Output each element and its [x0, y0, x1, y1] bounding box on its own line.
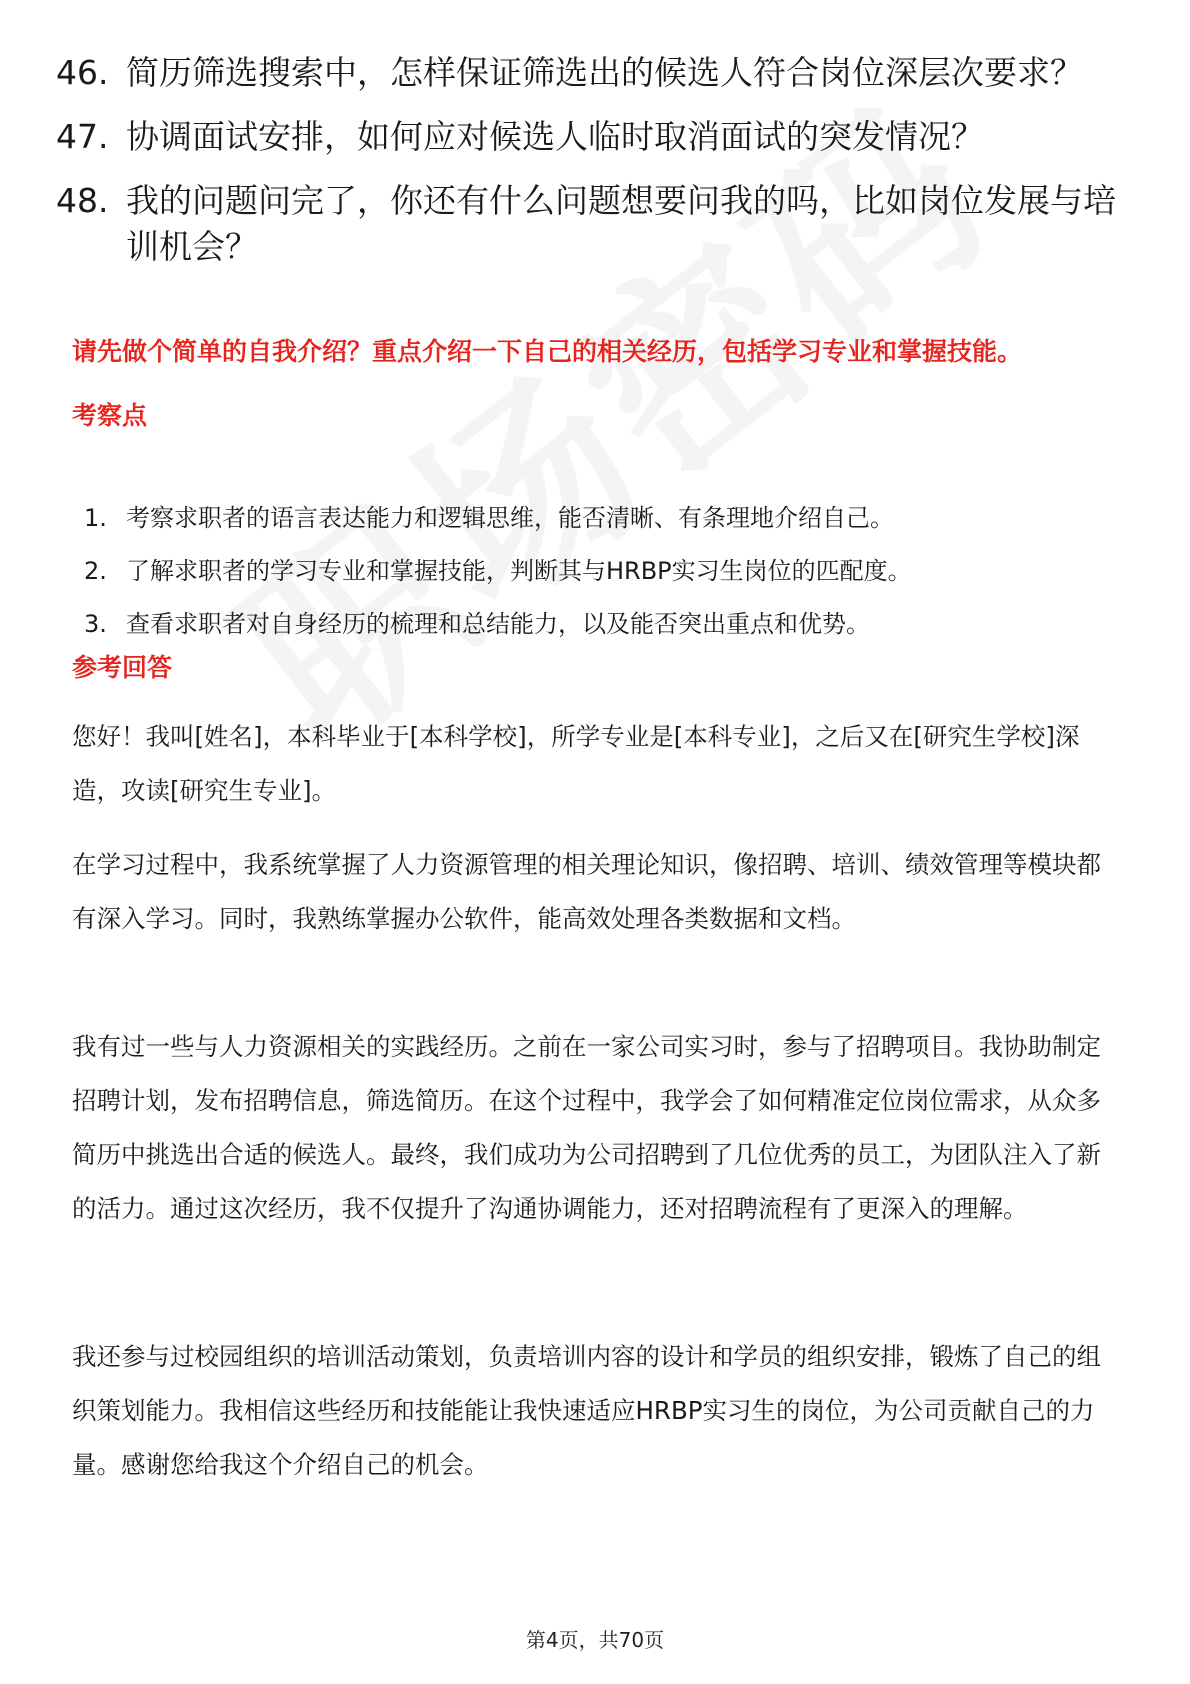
point-number: 1.	[84, 504, 107, 532]
examine-point	[84, 553, 1124, 589]
question-list	[56, 50, 1116, 288]
question-item	[56, 50, 1116, 96]
main-question-heading: 请先做个简单的自我介绍？重点介绍一下自己的相关经历，包括学习专业和掌握技能。	[72, 337, 1023, 366]
question-text: 协调面试安排，如何应对候选人临时取消面试的突发情况？	[126, 117, 984, 156]
question-item	[56, 114, 1116, 160]
question-number: 48.	[56, 181, 109, 220]
page-footer: 第4页，共70页	[525, 1628, 665, 1652]
examine-point	[84, 606, 1124, 642]
point-number: 3.	[84, 610, 107, 638]
examine-point	[84, 500, 1124, 536]
point-text: 了解求职者的学习专业和掌握技能，判断其与HRBP实习生岗位的匹配度。	[126, 557, 912, 585]
examine-points-list	[84, 500, 1124, 659]
question-number: 46.	[56, 53, 109, 92]
question-text: 我的问题问完了，你还有什么问题想要问我的吗，比如岗位发展与培训机会？	[126, 181, 1116, 266]
examine-points-heading: 考察点	[72, 401, 148, 430]
answer-paragraph: 我还参与过校园组织的培训活动策划，负责培训内容的设计和学员的组织安排，锻炼了自己的组织策划能力。我相信这些经历和技能能让我快速适应HRBP实习生的岗位，为公司贡献自己的力量。感谢您给我这个介绍自己的机会。	[72, 1342, 1101, 1479]
question-number: 47.	[56, 117, 109, 156]
point-text: 考察求职者的语言表达能力和逻辑思维，能否清晰、有条理地介绍自己。	[126, 504, 894, 532]
answer-heading: 参考回答	[72, 653, 173, 682]
point-number: 2.	[84, 557, 107, 585]
answer-paragraph: 我有过一些与人力资源相关的实践经历。之前在一家公司实习时，参与了招聘项目。我协助制定招聘计划，发布招聘信息，筛选简历。在这个过程中，我学会了如何精准定位岗位需求，从众多简历中挑选出合适的候选人。最终，我们成功为公司招聘到了几位优秀的员工，为团队注入了新的活力。通过这次经历，我不仅提升了沟通协调能力，还对招聘流程有了更深入的理解。	[72, 1032, 1101, 1223]
question-text: 简历筛选搜索中，怎样保证筛选出的候选人符合岗位深层次要求？	[126, 53, 1083, 92]
answer-paragraph: 您好！我叫[姓名]，本科毕业于[本科学校]，所学专业是[本科专业]，之后又在[研究生学校]深造，攻读[研究生专业]。	[72, 722, 1080, 805]
answer-paragraph: 在学习过程中，我系统掌握了人力资源管理的相关理论知识，像招聘、培训、绩效管理等模块都有深入学习。同时，我熟练掌握办公软件，能高效处理各类数据和文档。	[72, 850, 1101, 933]
point-text: 查看求职者对自身经历的梳理和总结能力，以及能否突出重点和优势。	[126, 610, 870, 638]
question-item	[56, 178, 1116, 270]
